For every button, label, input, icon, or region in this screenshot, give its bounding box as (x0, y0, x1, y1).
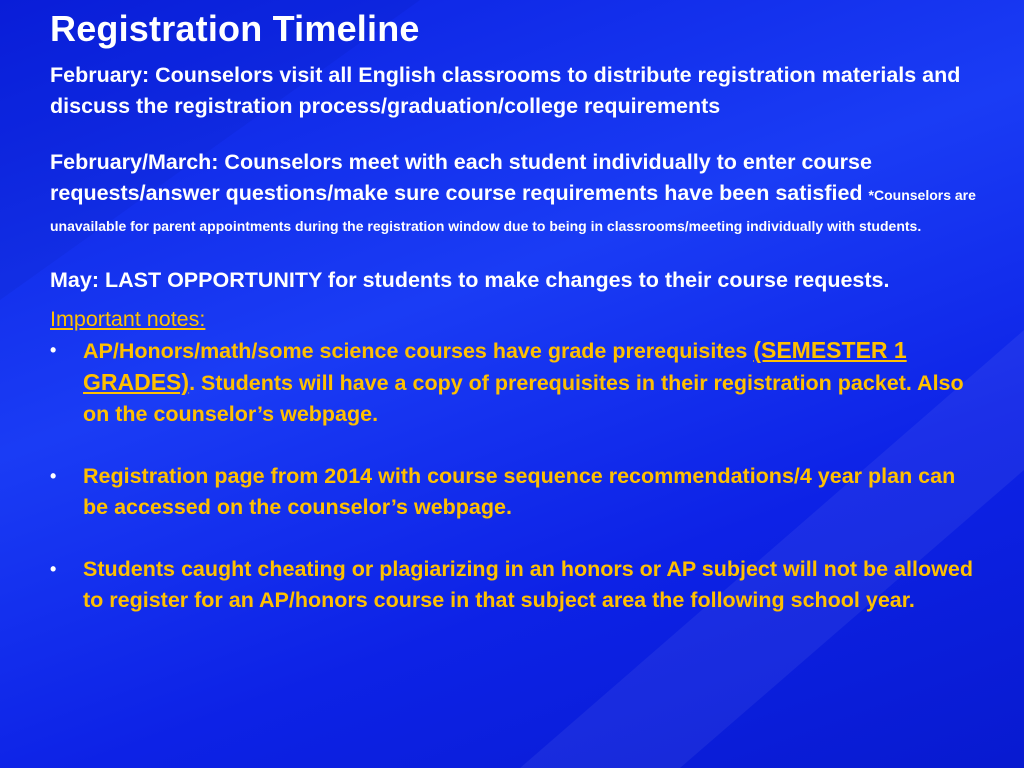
semester-grades-emphasis: (SEMESTER 1 GRADES) (83, 337, 907, 395)
february-march-text: February/March: Counselors meet with each student individually to enter course requests/answer questions/make sure course requirements have been satisfied (50, 150, 872, 205)
may-paragraph: May: LAST OPPORTUNITY for students to make changes to their course requests. (50, 268, 890, 292)
important-notes-list (50, 335, 985, 616)
registration-page-text: Registration page from 2014 with course sequence recommendations/4 year plan can be accessed on the counselor’s webpage. (83, 464, 956, 519)
important-notes-heading: Important notes: (50, 307, 206, 331)
prerequisites-text: AP/Honors/math/some science courses have grade prerequisites (83, 339, 754, 363)
slide-body (50, 60, 985, 616)
list-item (50, 554, 985, 616)
list-item (50, 335, 985, 430)
bullet-icon: • (50, 559, 57, 579)
february-march-paragraph (50, 147, 985, 240)
february-paragraph: February: Counselors visit all English classrooms to distribute registration materials and discuss the registration process/graduation/college requirements (50, 63, 961, 118)
slide-title: Registration Timeline (50, 8, 420, 49)
bullet-icon: • (50, 340, 57, 360)
list-item (50, 461, 985, 523)
cheating-policy-text: Students caught cheating or plagiarizing in an honors or AP subject will not be allowed to register for an AP/honors course in that subject area the following school year. (83, 557, 973, 612)
prerequisites-text-continued: . Students will have a copy of prerequisites in their registration packet. Also on the counselor’s webpage. (83, 371, 964, 426)
parent-appointments-note: *Counselors are unavailable for parent appointments during the registration window due to being in classrooms/meeting individually with students. (50, 187, 976, 234)
bullet-icon: • (50, 466, 57, 486)
